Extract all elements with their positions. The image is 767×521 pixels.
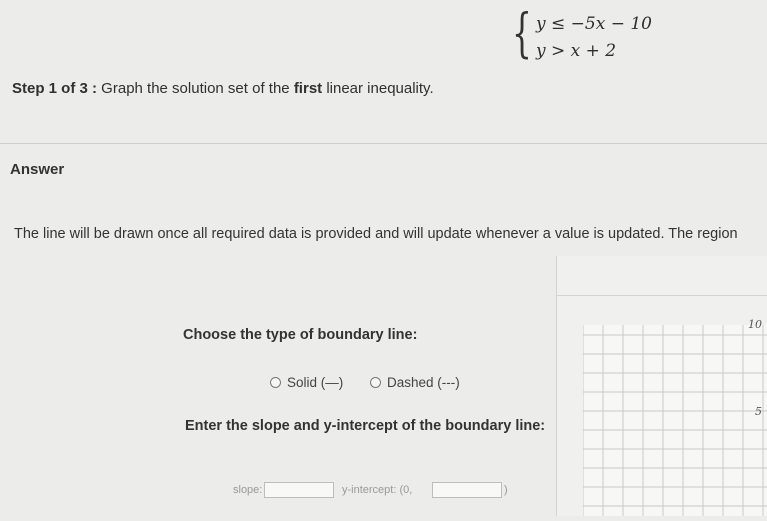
graph-toolbar-divider bbox=[556, 295, 767, 296]
solid-radio[interactable] bbox=[270, 377, 281, 388]
section-divider bbox=[0, 143, 767, 144]
step-number: Step 1 of 3 : bbox=[12, 80, 98, 97]
inequality-2: y > x + 2 bbox=[536, 41, 617, 61]
solid-option-label: Solid (—) bbox=[287, 375, 344, 390]
intercept-prefix: y-intercept: (0, bbox=[342, 484, 413, 496]
dashed-option[interactable] bbox=[370, 375, 460, 390]
answer-heading: Answer bbox=[10, 161, 65, 178]
y-tick-5: 5 bbox=[755, 405, 762, 418]
step-emphasis: first bbox=[293, 80, 323, 97]
grid-svg bbox=[583, 325, 767, 516]
solid-option[interactable] bbox=[270, 375, 343, 390]
boundary-type-label: Choose the type of boundary line: bbox=[183, 327, 418, 343]
dashed-radio[interactable] bbox=[370, 377, 381, 388]
slope-prefix: slope: bbox=[233, 484, 263, 496]
y-tick-10: 10 bbox=[748, 318, 762, 331]
intercept-input[interactable] bbox=[432, 482, 502, 498]
intercept-suffix: ) bbox=[504, 484, 508, 496]
inequality-1: y ≤ −5x − 10 bbox=[536, 14, 652, 34]
dashed-option-label: Dashed (---) bbox=[387, 375, 460, 390]
curly-brace: { bbox=[512, 4, 532, 64]
step-instruction bbox=[12, 80, 434, 97]
step-text-before: Graph the solution set of the bbox=[97, 80, 294, 97]
slope-intercept-label: Enter the slope and y-intercept of the boundary line: bbox=[185, 418, 546, 434]
slope-input[interactable] bbox=[264, 482, 334, 498]
step-text-after: linear inequality. bbox=[322, 80, 434, 97]
inequality-system bbox=[512, 4, 672, 66]
update-notice: The line will be drawn once all required data is provided and will update whenever a value is updated. The region bbox=[14, 226, 738, 242]
coordinate-grid[interactable] bbox=[583, 325, 767, 516]
